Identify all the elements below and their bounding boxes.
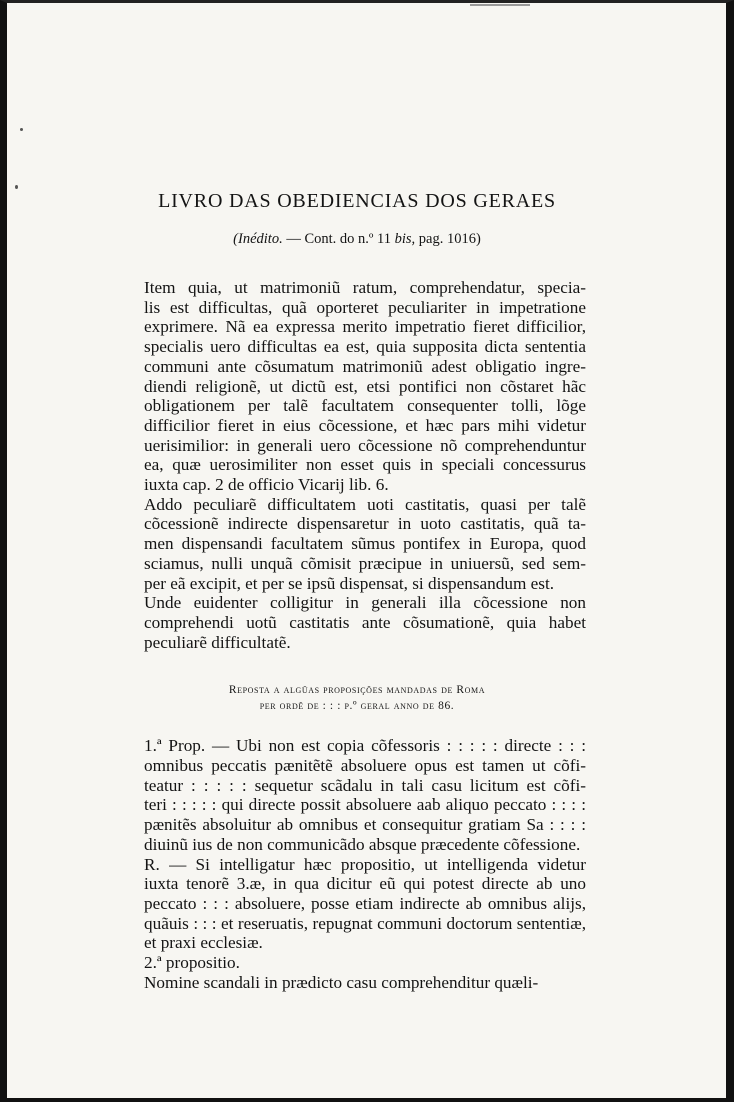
text-line: Addo peculiarẽ difficultatem uoti castitatis, quasi per talẽ [144, 494, 586, 514]
page-title: LIVRO DAS OBEDIENCIAS DOS GERAES [158, 190, 556, 212]
text-line: comprehendi uotũ castitatis ante cõsumationẽ, quia habet [144, 612, 586, 632]
text-line: 2.ª propositio. [144, 953, 240, 973]
subtitle-pag: pag. 1016) [415, 231, 481, 247]
text-line: sciamus, nulli unquã cõmisit præcipue in uniuersũ, sed sem- [144, 553, 586, 573]
text-line: specialis uero difficultas ea est, quia supposita dicta sententia [144, 337, 586, 357]
section-two-body [128, 736, 586, 992]
paragraph [128, 736, 586, 854]
text-line: omnibus peccatis pænitẽtẽ absoluere opus est tamen ut cõfi- [144, 756, 586, 776]
text-line: Nomine scandali in prædicto casu comprehenditur quæli- [144, 972, 539, 992]
text-line: lis est difficultas, quã oporteret peculiariter in impetratione [144, 297, 586, 317]
section-heading [128, 682, 586, 714]
text-line: et praxi ecclesiæ. [144, 933, 263, 953]
text-line: R. — Si intelligatur hæc propositio, ut intelligenda videtur [144, 854, 586, 874]
page-subtitle [128, 231, 586, 248]
text-line: difficilior fieret in eius cõcessione, et hæc pars mihi videtur [144, 415, 586, 435]
text-line: men dispensandi facultatem sũmus pontifex in Europa, quod [144, 534, 586, 554]
text-line: teatur : : : : : sequetur scãdalu in tali casu licitum est cõfi- [144, 775, 586, 795]
section-heading-line-2: per ordẽ de : : : p.º geral anno de 86. [259, 700, 455, 713]
text-line: 1.ª Prop. — Ubi non est copia cõfessoris : : : : : directe : : : [144, 736, 586, 756]
text-line: diuinũ ius de non communicãdo absque præcedente cõfessione. [144, 834, 581, 854]
text-line: exprimere. Nã ea expressa merito impetratio fieret difficilior, [144, 317, 586, 337]
paragraph [128, 278, 586, 495]
speck-mark [470, 4, 530, 6]
text-line: diendi religionẽ, ut dictũ est, etsi pontifici non cõstaret hãc [144, 376, 586, 396]
text-line: per eã excipit, et per se ipsũ dispensat, si dispensandum est. [144, 573, 555, 593]
text-line: ea, quæ uerosimiliter non esset quis in speciali concessurus [144, 455, 586, 475]
speck-mark [15, 185, 18, 189]
text-line: peculiarẽ difficultatẽ. [144, 632, 291, 652]
text-line: pænitẽs absoluitur ab omnibus et consequitur gratiam Sa : : : : [144, 815, 586, 835]
paragraph [128, 593, 586, 652]
text-line: teri : : : : : qui directe possit absoluere aab aliquo peccato : : : : [144, 795, 586, 815]
text-line: uerisimilior: in generali uero cõcessione nõ comprehenduntur [144, 435, 586, 455]
paragraph [128, 855, 586, 954]
text-line: peccato : : : absoluere, posse etiam indirecte ab omnibus alijs, [144, 893, 586, 913]
text-line: Item quia, ut matrimoniũ ratum, comprehendatur, specia- [144, 278, 586, 297]
subtitle-cont: — Cont. do n.º 11 [282, 231, 395, 247]
section-one-body [128, 278, 586, 652]
text-line: communi ante cõsumatum matrimoniũ adest obligatio ingre- [144, 356, 586, 376]
paragraph [128, 953, 586, 973]
section-heading-line-1: Reposta a algũas proposições mandadas de Roma [228, 684, 486, 697]
document-page [128, 190, 586, 993]
speck-mark [20, 128, 23, 131]
text-line: iuxta tenorẽ 3.æ, in qua dicitur eũ qui potest directe ab uno [144, 874, 586, 894]
subtitle-inedito: (Inédito. [233, 231, 283, 247]
text-line: Unde euidenter colligitur in generali illa cõcessione non [144, 593, 586, 613]
text-line: cõcessionẽ indirecte dispensaretur in uoto castitatis, quã ta- [144, 514, 586, 534]
text-line: iuxta cap. 2 de officio Vicarij lib. 6. [144, 475, 389, 495]
paragraph [128, 495, 586, 594]
text-line: quãuis : : : et reseruatis, repugnat communi doctorum sententiæ, [144, 913, 586, 933]
subtitle-bis: bis, [394, 231, 416, 247]
paragraph [128, 973, 586, 993]
text-line: obligationem per talẽ facultatem consequenter tolli, lõge [144, 396, 586, 416]
